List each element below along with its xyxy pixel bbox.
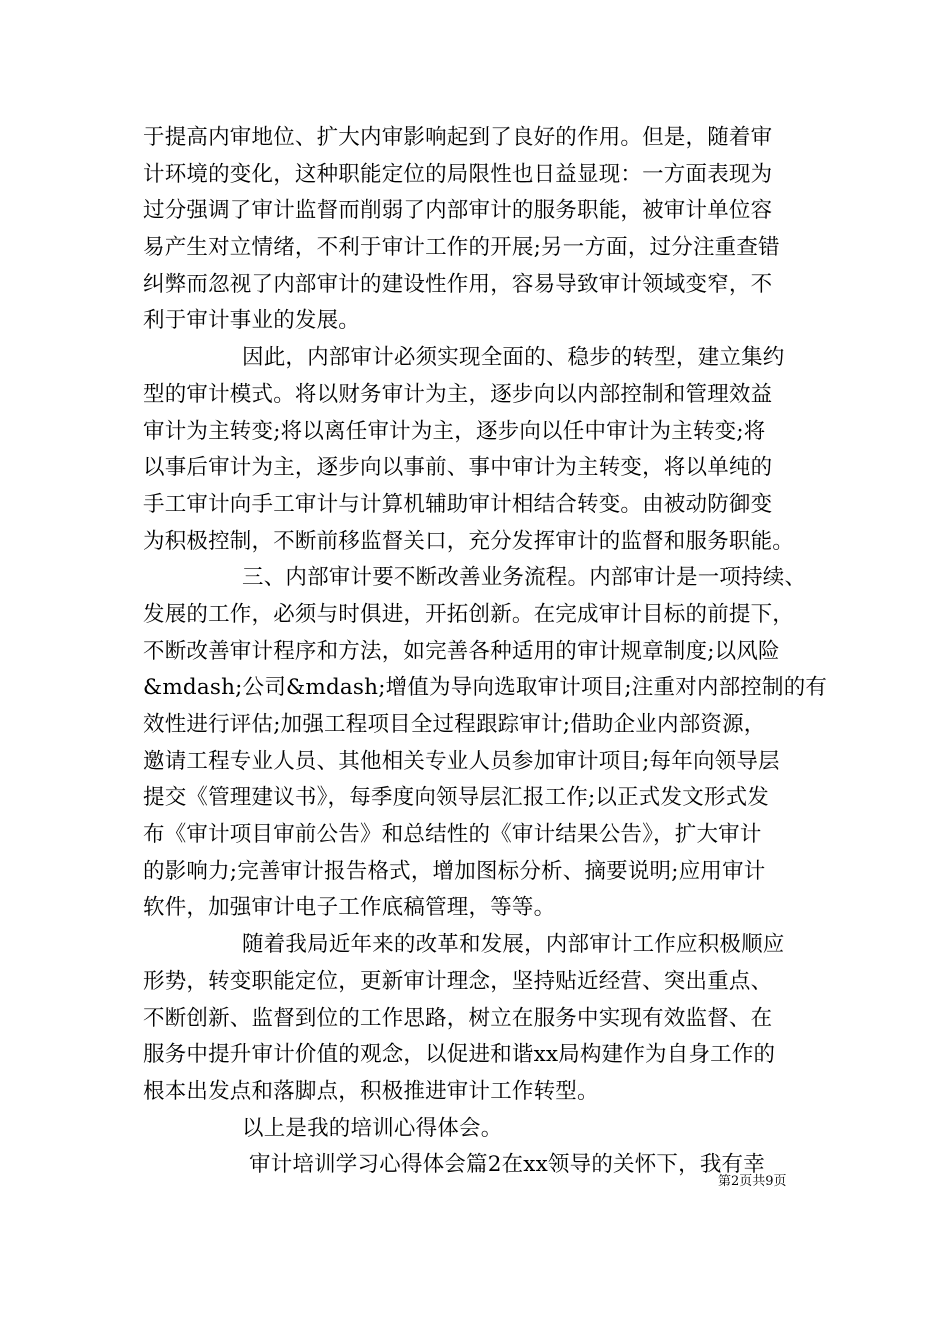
text-line: 根本出发点和落脚点，积极推进审计工作转型。	[143, 1078, 599, 1104]
paragraph-start-line: 三、内部审计要不断改善业务流程。内部审计是一项持续、	[242, 565, 807, 591]
text-line: 审计为主转变;将以离任审计为主，逐步向以任中审计为主转变;将	[143, 418, 766, 444]
text-line: 的影响力;完善审计报告格式，增加图标分析、摘要说明;应用审计	[143, 858, 766, 884]
text-line: 利于审计事业的发展。	[143, 308, 361, 334]
text-line: 计环境的变化，这种职能定位的局限性也日益显现：一方面表现为	[143, 161, 773, 187]
text-line: 发展的工作，必须与时俱进，开拓创新。在完成审计目标的前提下，	[143, 601, 795, 627]
text-line: 不断改善审计程序和方法，如完善各种适用的审计规章制度;以风险	[143, 638, 780, 664]
text-line: 以事后审计为主，逐步向以事前、事中审计为主转变，将以单纯的	[143, 455, 773, 481]
text-line: 布《审计项目审前公告》和总结性的《审计结果公告》，扩大审计	[143, 822, 762, 848]
text-line: 邀请工程专业人员、其他相关专业人员参加审计项目;每年向领导层	[143, 748, 780, 774]
text-line: 手工审计向手工审计与计算机辅助审计相结合转变。由被动防御变	[143, 491, 773, 517]
text-line: 为积极控制，不断前移监督关口，充分发挥审计的监督和服务职能。	[143, 528, 795, 554]
page-number: 第2页共9页	[718, 1174, 787, 1189]
paragraph-start-line: 因此，内部审计必须实现全面的、稳步的转型，建立集约	[242, 345, 785, 371]
text-line: 不断创新、监督到位的工作思路，树立在服务中实现有效监督、在	[143, 1005, 773, 1031]
text-line: 效性进行评估;加强工程项目全过程跟踪审计;借助企业内部资源，	[143, 712, 766, 737]
text-line: 提交《管理建议书》，每季度向领导层汇报工作;以正式发文形式发	[143, 785, 769, 811]
text-line: 软件，加强审计电子工作底稿管理，等等。	[143, 895, 556, 921]
text-line: &mdash;公司&mdash;增值为导向选取审计项目;注重对内部控制的有	[143, 675, 828, 701]
section-heading-line: 审计培训学习心得体会篇2在xx领导的关怀下，我有幸	[249, 1152, 765, 1178]
paragraph-start-line: 随着我局近年来的改革和发展，内部审计工作应积极顺应	[242, 932, 785, 958]
text-line: 服务中提升审计价值的观念，以促进和谐xx局构建作为自身工作的	[143, 1042, 776, 1068]
text-line: 于提高内审地位、扩大内审影响起到了良好的作用。但是，随着审	[143, 125, 773, 150]
text-line: 易产生对立情绪，不利于审计工作的开展;另一方面，过分注重查错	[143, 235, 780, 261]
paragraph-start-line: 以上是我的培训心得体会。	[242, 1115, 503, 1141]
text-line: 过分强调了审计监督而削弱了内部审计的服务职能，被审计单位容	[143, 198, 773, 224]
text-line: 形势，转变职能定位，更新审计理念，坚持贴近经营、突出重点、	[143, 968, 773, 994]
text-line: 纠弊而忽视了内部审计的建设性作用，容易导致审计领域变窄，不	[143, 271, 773, 297]
text-line: 型的审计模式。将以财务审计为主，逐步向以内部控制和管理效益	[143, 381, 773, 407]
document-body	[143, 120, 828, 1184]
